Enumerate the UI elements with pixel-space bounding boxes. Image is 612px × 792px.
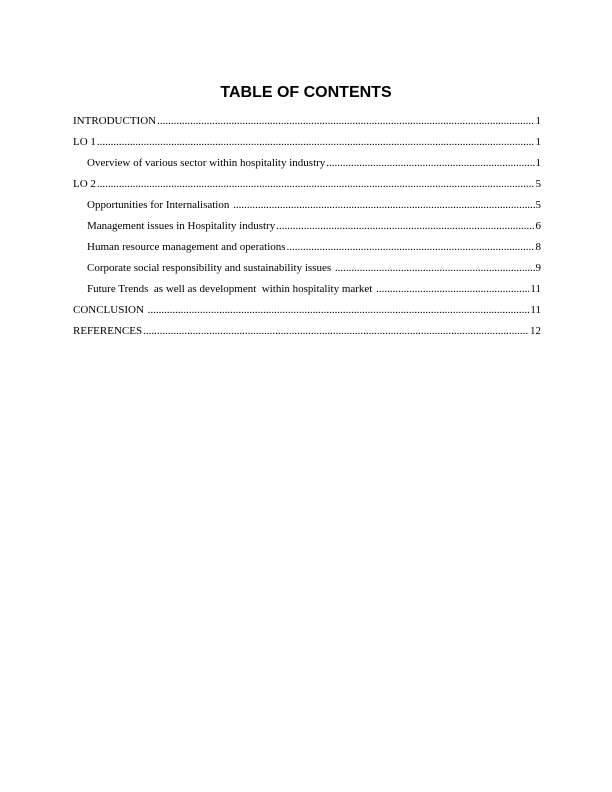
toc-entry-page: 1: [535, 115, 541, 127]
toc-list: [73, 115, 541, 346]
toc-entry-page: 8: [535, 241, 541, 253]
toc-entry-lo2[interactable]: [73, 178, 541, 199]
toc-entry-references[interactable]: [73, 325, 541, 346]
toc-entry-future-trends[interactable]: [73, 283, 541, 304]
toc-entry-page: 6: [535, 220, 541, 232]
toc-entry-hr-management[interactable]: [73, 241, 541, 262]
toc-entry-csr[interactable]: [73, 262, 541, 283]
toc-entry-page: 9: [535, 262, 541, 274]
toc-dot-leader: [287, 241, 535, 253]
toc-entry-lo1[interactable]: [73, 136, 541, 157]
toc-entry-label: Corporate social responsibility and sustainability issues: [87, 262, 334, 274]
toc-entry-label: LO 1: [73, 136, 96, 148]
toc-entry-page: 11: [530, 283, 541, 295]
toc-entry-label: Future Trends as well as development within hospitality market: [87, 283, 376, 295]
toc-dot-leader: [97, 136, 535, 148]
toc-entry-conclusion[interactable]: [73, 304, 541, 325]
toc-entry-label: Overview of various sector within hospitality industry: [87, 157, 326, 169]
toc-entry-label: CONCLUSION: [73, 304, 147, 316]
toc-entry-overview-sectors[interactable]: [73, 157, 541, 178]
toc-entry-page: 1: [535, 157, 541, 169]
toc-entry-page: 12: [530, 325, 541, 337]
toc-dot-leader: [148, 304, 530, 316]
toc-dot-leader: [376, 283, 529, 295]
toc-entry-introduction[interactable]: [73, 115, 541, 136]
toc-title: TABLE OF CONTENTS: [220, 84, 392, 101]
toc-entry-label: INTRODUCTION: [73, 115, 157, 127]
toc-dot-leader: [233, 199, 534, 211]
toc-entry-internalisation[interactable]: [73, 199, 541, 220]
toc-entry-page: 11: [530, 304, 541, 316]
toc-entry-label: Opportunities for Internalisation: [87, 199, 233, 211]
toc-entry-page: 5: [535, 199, 541, 211]
toc-entry-label: LO 2: [73, 178, 96, 190]
toc-dot-leader: [97, 178, 535, 190]
toc-entry-label: REFERENCES: [73, 325, 143, 337]
toc-entry-page: 1: [535, 136, 541, 148]
toc-dot-leader: [326, 157, 534, 169]
toc-dot-leader: [276, 220, 534, 232]
toc-dot-leader: [157, 115, 534, 127]
toc-dot-leader: [143, 325, 529, 337]
toc-entry-label: Management issues in Hospitality industry: [87, 220, 276, 232]
toc-entry-label: Human resource management and operations: [87, 241, 286, 253]
toc-dot-leader: [335, 262, 535, 274]
toc-entry-management-issues[interactable]: [73, 220, 541, 241]
toc-entry-page: 5: [535, 178, 541, 190]
